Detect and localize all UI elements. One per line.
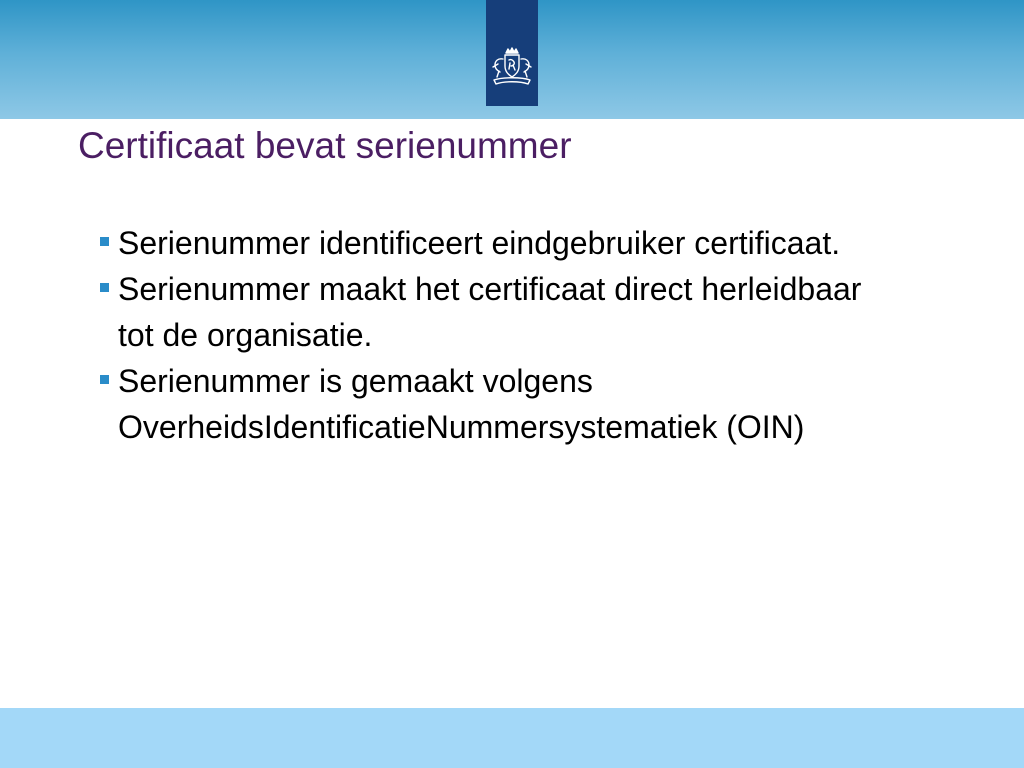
- bullet-item: [97, 266, 897, 358]
- bullet-item: [97, 358, 897, 450]
- square-bullet-icon: [100, 283, 109, 292]
- government-logo: [486, 0, 538, 106]
- royal-coat-of-arms-icon: [486, 47, 538, 93]
- bullet-list: [97, 220, 897, 450]
- bullet-text: Serienummer is gemaakt volgens OverheidsIdentificatieNummersystematiek (OIN): [118, 363, 805, 445]
- bullet-item: [97, 220, 897, 266]
- footer-band: [0, 708, 1024, 768]
- bullet-text: Serienummer identificeert eindgebruiker certificaat.: [118, 225, 841, 261]
- page-title: Certificaat bevat serienummer: [78, 125, 572, 166]
- square-bullet-icon: [100, 237, 109, 246]
- square-bullet-icon: [100, 375, 109, 384]
- bullet-text: Serienummer maakt het certificaat direct herleidbaar tot de organisatie.: [118, 271, 862, 353]
